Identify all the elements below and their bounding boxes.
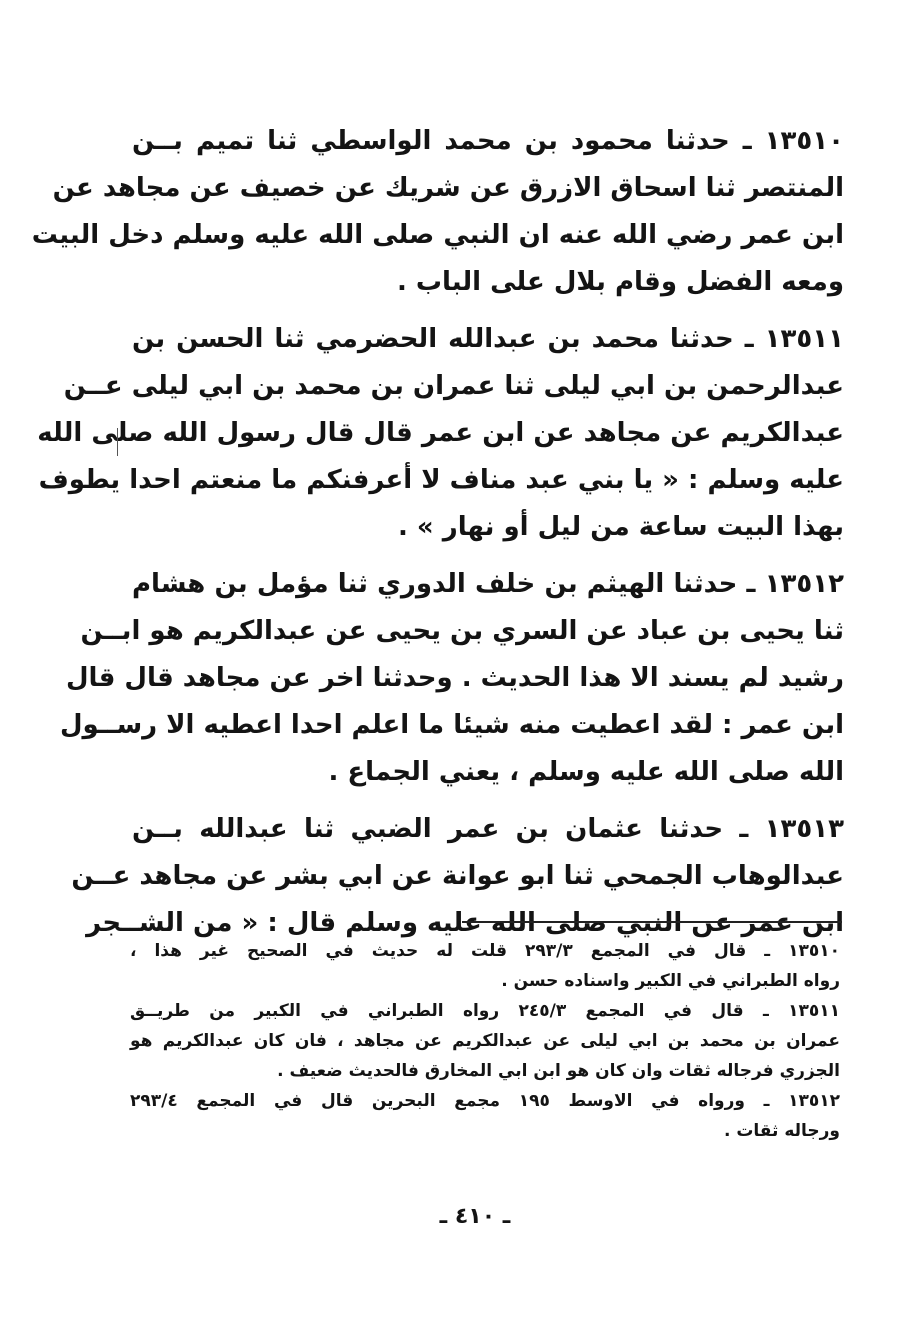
hadith-13510 (31, 118, 844, 306)
text-line: عبدالرحمن بن ابي ليلى ثنا عمران بن محمد بن ابي ليلى عــن (63, 371, 844, 401)
text-line: بهذا البيت ساعة من ليل أو نهار » . (397, 512, 844, 542)
text-line: ابن عمر عن النبي صلى الله عليه وسلم قال : « من الشــجر (86, 908, 844, 938)
text-line: الله صلى الله عليه وسلم ، يعني الجماع . (328, 757, 844, 787)
footnote-line: رواه الطبراني في الكبير واسناده حسن . (501, 971, 840, 991)
text-line: ثنا يحيى بن عباد عن السري بن يحيى عن عبدالكريم هو ابــن (80, 616, 844, 646)
text-line: رشيد لم يسند الا هذا الحديث . وحدثنا اخر عن مجاهد قال قال (66, 663, 844, 693)
text-line: ومعه الفضل وقام بلال على الباب . (396, 267, 844, 297)
footnote-13511 (130, 996, 840, 1086)
text-line: ١٣٥١٣ ـ حدثنا عثمان بن عمر الضبي ثنا عبدالله بــن (132, 814, 844, 844)
footnote-line: ١٣٥١١ ـ قال في المجمع ٢٤٥/٣ رواه الطبراني في الكبير من طريــق (130, 1001, 840, 1021)
main-text (31, 118, 844, 957)
text-line: المنتصر ثنا اسحاق الازرق عن شريك عن خصيف عن مجاهد عن (52, 173, 844, 203)
text-line: عبدالوهاب الجمحي ثنا ابو عوانة عن ابي بشر عن مجاهد عــن (71, 861, 844, 891)
hadith-13513 (71, 806, 844, 947)
footnote-13510 (130, 936, 840, 996)
margin-mark (117, 428, 118, 456)
hadith-13511 (37, 316, 844, 551)
text-line: ابن عمر رضي الله عنه ان النبي صلى الله عليه وسلم دخل البيت (31, 220, 844, 250)
footnote-separator (462, 921, 842, 923)
text-line: عليه وسلم : « يا بني عبد مناف لا أعرفنكم ما منعتم احدا يطوف (38, 465, 844, 495)
text-line: عبدالكريم عن مجاهد عن ابن عمر قال قال رسول الله صلى الله (37, 418, 844, 448)
page-number: ـ ٤١٠ ـ (439, 1204, 511, 1229)
footnote-line: ورجاله ثقات . (723, 1121, 840, 1141)
text-line: ١٣٥١٢ ـ حدثنا الهيثم بن خلف الدوري ثنا مؤمل بن هشام (132, 569, 844, 599)
footnote-line: ١٣٥١٢ ـ ورواه في الاوسط ١٩٥ مجمع البحرين قال في المجمع ٢٩٣/٤ (130, 1091, 840, 1111)
text-line: ١٣٥١٠ ـ حدثنا محمود بن محمد الواسطي ثنا تميم بــن (132, 126, 844, 156)
footnote-line: ١٣٥١٠ ـ قال في المجمع ٢٩٣/٣ قلت له حديث في الصحيح غير هذا ، (130, 941, 840, 961)
footnotes (130, 936, 840, 1146)
text-line: ١٣٥١١ ـ حدثنا محمد بن عبدالله الحضرمي ثنا الحسن بن (132, 324, 844, 354)
hadith-13512 (59, 561, 844, 796)
footnote-13512 (130, 1086, 840, 1146)
text-line: ابن عمر : لقد اعطيت منه شيئا ما اعلم احدا اعطيه الا رســول (59, 710, 844, 740)
footnote-line: الجزري فرجاله ثقات وان كان هو ابن ابي المخارق فالحديث ضعيف . (277, 1061, 840, 1081)
footnote-line: عمران بن محمد بن ابي ليلى عن عبدالكريم عن مجاهد ، فان كان عبدالكريم هو (130, 1031, 840, 1051)
